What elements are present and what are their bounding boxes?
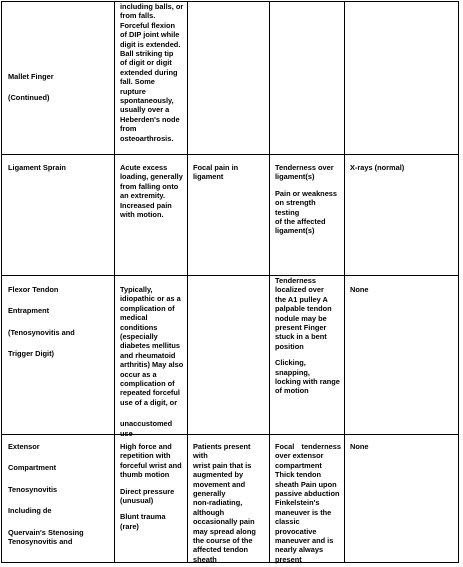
mechanism-text: Direct pressure (unusual)	[120, 486, 175, 506]
condition-line: Flexor Tendon	[8, 285, 59, 294]
condition-line: (Continued)	[8, 93, 50, 103]
row-ligament-sprain-symptoms	[191, 163, 268, 182]
signs-text: Pain or weakness on strength testing of the affected ligament(s)	[275, 188, 338, 236]
condition-line: Including de	[8, 506, 52, 516]
symptoms-text: Focal pain in ligament	[193, 163, 239, 182]
condition-line: Extensor	[8, 442, 40, 451]
clinical-table	[1, 1, 459, 563]
mechanism-text: Blunt trauma (rare)	[120, 512, 166, 531]
column-divider	[187, 2, 188, 562]
condition-line: (Tenosynovitis and	[8, 327, 75, 337]
condition-line: Tenosynovitis	[8, 484, 58, 494]
signs-text: Tenderness over ligament(s)	[275, 163, 334, 182]
tests-text: None	[350, 285, 369, 294]
row-mallet-finger-condition	[6, 72, 111, 103]
row-ligament-sprain-tests	[348, 163, 458, 172]
condition-line: Trigger Digit)	[8, 349, 54, 359]
row-extensor-tests	[348, 442, 458, 451]
row-extensor-signs	[273, 442, 343, 564]
column-divider	[269, 2, 270, 562]
row-extensor-symptoms	[191, 442, 268, 564]
row-ligament-sprain-signs	[273, 163, 343, 236]
mechanism-text: unaccustomed use	[120, 419, 173, 438]
condition-line: Quervain's Stenosing Tenosynovitis and	[8, 527, 84, 547]
condition-line: Ligament Sprain	[8, 163, 66, 172]
row-divider	[2, 434, 458, 435]
signs-text: compartment Thick tendon sheath Pain upon passive abduction Finkelstein's maneuver is the classic provocative maneuver and is nearly always present	[275, 460, 340, 564]
tests-text: X-rays (normal)	[350, 163, 405, 172]
mechanism-text: including balls, or from falls. Forceful flexion of DIP joint while digit is extended. Ball striking tip of digit or digit extended during fall. Some rupture spontaneously, usually over a Heberden's node from osteoarthrosis.	[120, 2, 184, 143]
row-divider	[2, 154, 458, 155]
row-extensor-mechanism	[118, 442, 186, 531]
row-ligament-sprain-condition	[6, 163, 111, 172]
column-divider	[344, 2, 345, 562]
condition-line: Compartment	[8, 463, 57, 473]
row-extensor-condition	[6, 442, 111, 546]
row-flexor-tendon-signs	[273, 276, 343, 396]
signs-text: Clicking, snapping, locking with range of motion	[275, 358, 340, 396]
row-mallet-finger-mechanism	[118, 2, 186, 143]
row-flexor-tendon-mechanism	[118, 285, 186, 438]
condition-line: Entrapment	[8, 306, 50, 316]
column-divider	[114, 2, 115, 562]
signs-text: Tenderness localized over the A1 pulley A palpable tendon nodule may be present Finger stuck in a bent position	[275, 276, 332, 351]
row-divider	[2, 275, 458, 276]
signs-text: Focal tenderness over extensor	[275, 442, 341, 461]
row-ligament-sprain-mechanism	[118, 163, 186, 219]
symptoms-text: Patients present with wrist pain that is augmented by movement and generally non-radiating, although occasionally pain may spread along the course of the affected tendon sheath	[193, 442, 256, 564]
row-flexor-tendon-tests	[348, 285, 458, 294]
tests-text: None	[350, 442, 369, 451]
mechanism-text: Acute excess loading, generally from falling onto an extremity. Increased pain with motion.	[120, 163, 183, 220]
condition-line: Mallet Finger	[8, 72, 54, 81]
mechanism-text: Typically, idiopathic or as a complication of medical conditions (especially diabetes mellitus and rheumatoid arthritis) May also occur as a complication of repeated forceful use of a digit, or	[120, 285, 184, 407]
mechanism-text: High force and repetition with forceful wrist and thumb motion	[120, 442, 182, 480]
row-flexor-tendon-condition	[6, 285, 111, 359]
